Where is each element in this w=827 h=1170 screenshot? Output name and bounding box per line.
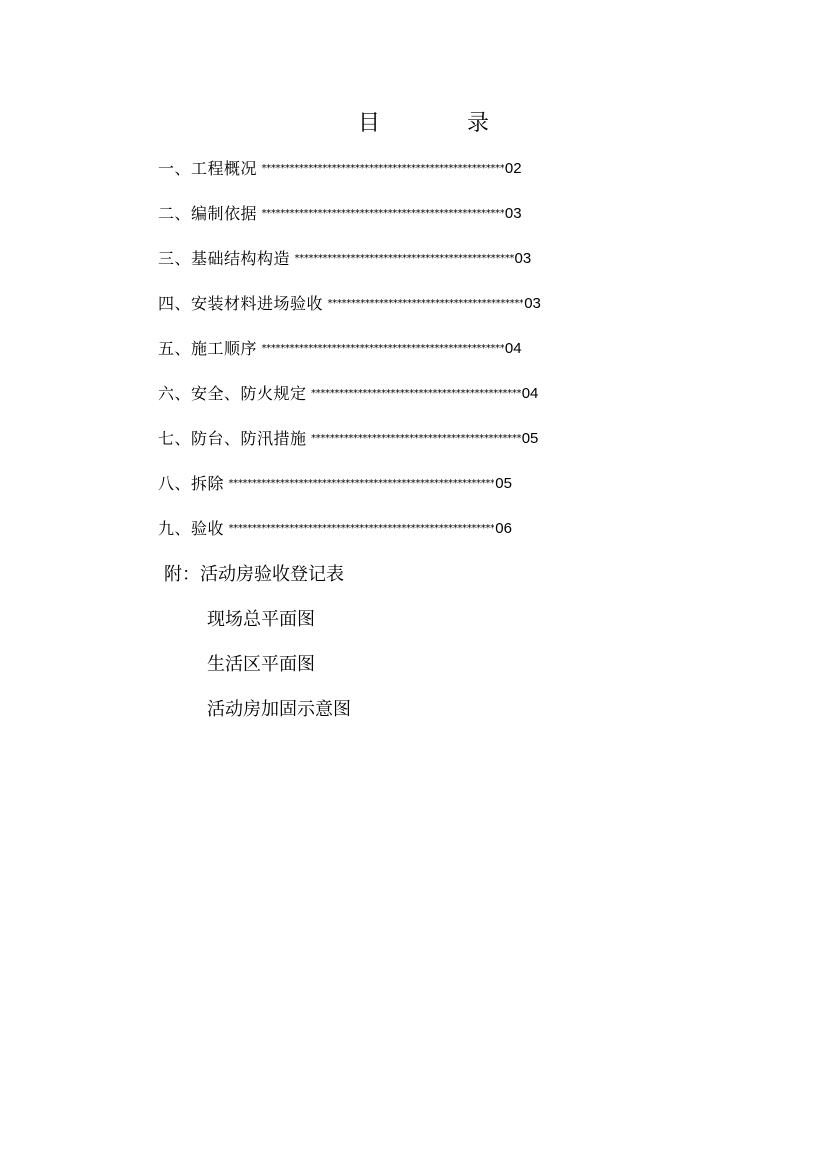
toc-entry-leader: **************************************************** <box>261 343 504 354</box>
toc-entry[interactable] <box>158 471 512 497</box>
toc-entry-leader: **************************************************** <box>261 208 504 219</box>
toc-entry-leader: **************************************************** <box>261 163 504 174</box>
toc-entry-page: 05 <box>521 430 539 447</box>
toc-entry-page: 03 <box>514 250 532 267</box>
toc-entry-page: 03 <box>504 205 522 222</box>
toc-entry-leader: ********************************************************* <box>228 523 495 534</box>
appendix-item: 现场总平面图 <box>207 609 315 630</box>
toc-entry[interactable] <box>158 201 522 227</box>
toc-title-char-2: 录 <box>467 111 490 136</box>
toc-entry-label: 七、防台、防汛措施 <box>158 429 307 448</box>
toc-entry-leader: *********************************************** <box>294 253 514 264</box>
toc-entry-page: 03 <box>524 295 541 312</box>
toc-entry-page: 04 <box>504 340 522 357</box>
toc-entry-page: 04 <box>521 385 539 402</box>
toc-entry-page: 05 <box>495 475 512 492</box>
toc-entry[interactable] <box>158 516 512 542</box>
appendix-heading: 附：活动房验收登记表 <box>164 564 344 585</box>
toc-entry-label: 九、验收 <box>158 519 225 538</box>
toc-title <box>0 108 827 140</box>
toc-entry[interactable] <box>158 336 522 362</box>
appendix-item: 生活区平面图 <box>207 654 315 675</box>
toc-entry[interactable] <box>158 246 531 272</box>
toc-entry-label: 四、安装材料进场验收 <box>158 294 324 313</box>
toc-entry[interactable] <box>158 156 522 182</box>
toc-entry-label: 二、编制依据 <box>158 204 258 223</box>
toc-entry-leader: ****************************************** <box>327 298 524 309</box>
toc-entry-leader: ********************************************* <box>310 433 521 444</box>
toc-entry[interactable] <box>158 291 541 317</box>
toc-entry-leader: ********************************************* <box>310 388 521 399</box>
toc-entry-label: 三、基础结构构造 <box>158 249 291 268</box>
toc-entry[interactable] <box>158 426 538 452</box>
toc-entry-page: 02 <box>504 160 522 177</box>
appendix-item: 活动房加固示意图 <box>207 699 351 720</box>
toc-entry-page: 06 <box>495 520 512 537</box>
toc-entry-label: 五、施工顺序 <box>158 339 258 358</box>
toc-entry-label: 八、拆除 <box>158 474 225 493</box>
toc-entry-label: 一、工程概况 <box>158 159 258 178</box>
toc-title-char-1: 目 <box>358 111 381 136</box>
toc-entry-label: 六、安全、防火规定 <box>158 384 307 403</box>
toc-entry-leader: ********************************************************* <box>228 478 495 489</box>
toc-entry[interactable] <box>158 381 538 407</box>
